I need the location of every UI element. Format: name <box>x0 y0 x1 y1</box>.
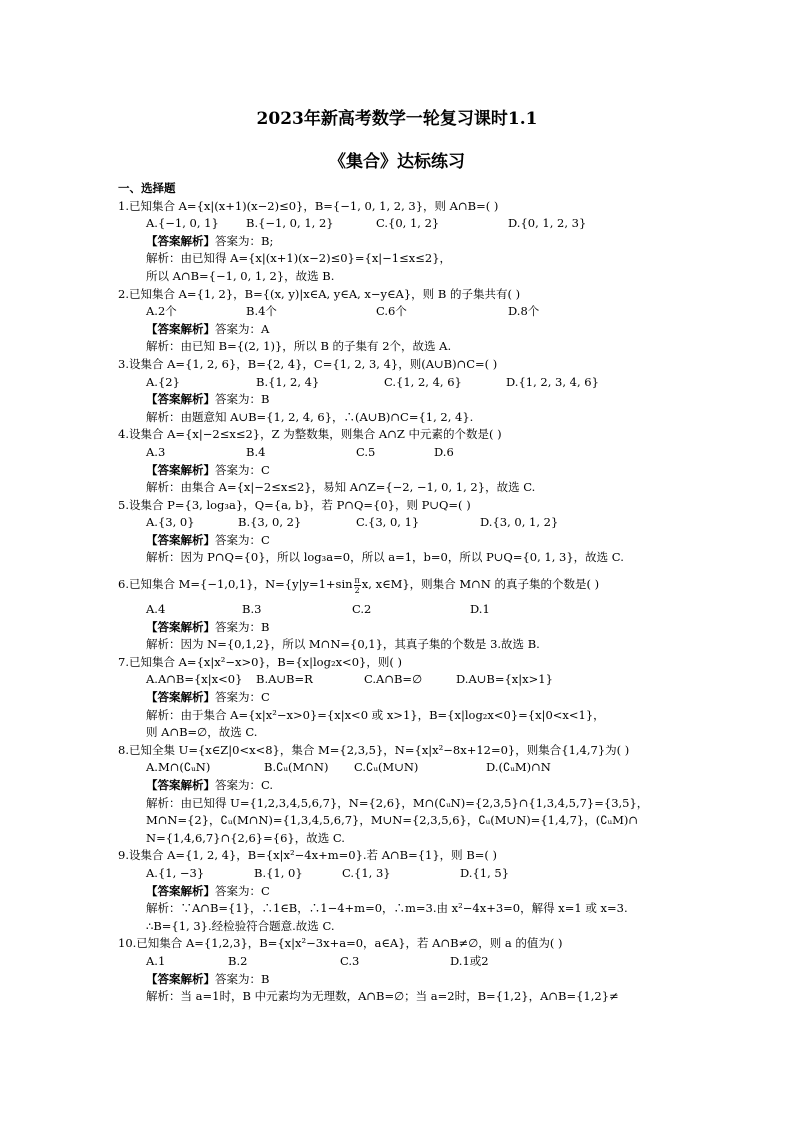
answer-tag: 【答案解析】 <box>146 971 215 986</box>
analysis-line: 解析：由于集合 A={x|x²−x>0}={x|x<0 或 x>1}，B={x|log₂x<0}={x|0<x<1}， <box>146 707 605 722</box>
option-d: D.{3, 0, 1, 2} <box>480 515 559 530</box>
answer-line <box>118 321 708 339</box>
question-stem-part: 6.已知集合 M={−1,0,1}，N={y|y=1+sin <box>118 577 353 592</box>
option-a: A.3 <box>146 444 166 459</box>
question-stem-part: x, x∈M}，则集合 M∩N 的真子集的个数是( ) <box>361 577 600 592</box>
answer-line <box>118 462 708 480</box>
answer-value: 答案为：C <box>215 883 270 898</box>
option-c: C.{0, 1, 2} <box>376 216 440 231</box>
answer-tag: 【答案解析】 <box>146 462 215 477</box>
option-d: D.{0, 1, 2, 3} <box>508 216 587 231</box>
analysis-line: 解析：当 a=1时，B 中元素均为无理数，A∩B=∅；当 a=2时，B={1,2}，A∩B={1,2}≠ <box>146 989 619 1004</box>
option-c: C.A∩B=∅ <box>364 672 423 687</box>
option-d: D.1 <box>470 602 490 617</box>
option-b: B.2 <box>228 953 248 968</box>
answer-tag: 【答案解析】 <box>146 321 215 336</box>
answer-line <box>118 233 708 251</box>
option-d: D.{1, 5} <box>460 865 510 880</box>
option-d: D.(∁ᵤM)∩N <box>486 760 551 775</box>
option-b: B.4个 <box>246 304 277 319</box>
analysis-line: 解析：由已知得 A={x|(x+1)(x−2)≤0}={x|−1≤x≤2}， <box>146 251 452 266</box>
option-a: A.M∩(∁ᵤN) <box>146 760 211 775</box>
option-b: B.A∪B=R <box>256 672 313 687</box>
fraction-denominator: 2 <box>354 585 360 595</box>
options-row <box>118 444 708 462</box>
option-b: B.{1, 0} <box>254 865 303 880</box>
answer-line <box>118 689 708 707</box>
analysis-line: 解析：因为 N={0,1,2}，所以 M∩N={0,1}，其真子集的个数是 3.故选 B. <box>146 637 540 652</box>
option-a: A.{1, −3} <box>146 865 205 880</box>
answer-line <box>118 532 708 550</box>
question-stem: 3.设集合 A={1, 2, 6}，B={2, 4}，C={1, 2, 3, 4}，则(A∪B)∩C=( ) <box>118 356 498 371</box>
option-a: A.1 <box>146 953 166 968</box>
option-a: A.{−1, 0, 1} <box>146 216 219 231</box>
option-c: C.6个 <box>376 304 407 319</box>
question-list <box>118 180 708 1006</box>
option-b: B.{3, 0, 2} <box>238 515 302 530</box>
answer-value: 答案为：C <box>215 690 270 705</box>
answer-value: 答案为：B <box>215 392 270 407</box>
answer-value: 答案为：C <box>215 462 270 477</box>
fraction-numerator: π <box>354 575 360 585</box>
doc-title: 2023年新高考数学一轮复习课时1.1 <box>256 109 538 129</box>
option-b: B.{−1, 0, 1, 2} <box>246 216 334 231</box>
option-c: C.5 <box>356 444 376 459</box>
answer-value: 答案为：C <box>215 532 270 547</box>
answer-tag: 【答案解析】 <box>146 532 215 547</box>
options-row <box>118 601 708 619</box>
option-d: D.8个 <box>508 304 540 319</box>
answer-line <box>118 883 708 901</box>
option-d: D.1或2 <box>450 953 489 968</box>
options-row <box>118 303 708 321</box>
options-row <box>118 865 708 883</box>
section-heading: 一、选择题 <box>118 181 176 195</box>
analysis-line: 解析：由已知 B={(2, 1)}，所以 B 的子集有 2个，故选 A. <box>146 339 452 354</box>
answer-tag: 【答案解析】 <box>146 233 215 248</box>
option-a: A.2个 <box>146 304 177 319</box>
option-c: C.2 <box>352 602 372 617</box>
option-d: D.A∪B={x|x>1} <box>456 672 553 687</box>
options-row <box>118 953 708 971</box>
answer-line <box>118 971 708 989</box>
question-stem: 5.设集合 P={3, log₃a}，Q={a, b}，若 P∩Q={0}，则 P∪Q=( ) <box>118 497 471 512</box>
options-row <box>118 215 708 233</box>
option-a: A.4 <box>146 602 166 617</box>
question-stem <box>118 567 708 601</box>
answer-tag: 【答案解析】 <box>146 619 215 634</box>
option-a: A.{2} <box>146 374 180 389</box>
analysis-line: 解析：∵A∩B={1}，∴1∈B，∴1−4+m=0，∴m=3.由 x²−4x+3=0，解得 x=1 或 x=3. <box>146 901 628 916</box>
option-b: B.4 <box>246 444 266 459</box>
answer-tag: 【答案解析】 <box>146 392 215 407</box>
options-row <box>118 759 708 777</box>
question-stem: 4.设集合 A={x|−2≤x≤2}，Z 为整数集，则集合 A∩Z 中元素的个数是( ) <box>118 427 502 442</box>
option-c: C.∁ᵤ(M∪N) <box>354 760 419 775</box>
analysis-line: 解析：因为 P∩Q={0}，所以 log₃a=0，所以 a=1，b=0，所以 P∪Q={0, 1, 3}，故选 C. <box>146 550 624 565</box>
question-stem: 1.已知集合 A={x|(x+1)(x−2)≤0}，B={−1, 0, 1, 2, 3}，则 A∩B=( ) <box>118 198 499 213</box>
question-stem: 9.设集合 A={1, 2, 4}，B={x|x²−4x+m=0}.若 A∩B={1}，则 B=( ) <box>118 848 498 863</box>
answer-line <box>118 777 708 795</box>
analysis-line: 解析：由集合 A={x|−2≤x≤2}，易知 A∩Z={−2, −1, 0, 1, 2}，故选 C. <box>146 480 536 495</box>
option-c: C.{3, 0, 1} <box>356 515 420 530</box>
doc-subtitle: 《集合》达标练习 <box>329 152 465 172</box>
answer-value: 答案为：B <box>215 971 270 986</box>
option-b: B.∁ᵤ(M∩N) <box>264 760 329 775</box>
option-a: A.{3, 0} <box>146 515 195 530</box>
question-stem: 10.已知集合 A={1,2,3}，B={x|x²−3x+a=0，a∈A}，若 A∩B≠∅，则 a 的值为( ) <box>118 936 563 951</box>
option-b: B.3 <box>242 602 262 617</box>
options-row <box>118 671 708 689</box>
answer-value: 答案为：C. <box>215 778 274 792</box>
answer-value: 答案为：B; <box>215 233 274 248</box>
option-c: C.{1, 2, 4, 6} <box>384 374 462 389</box>
question-stem: 8.已知全集 U={x∈Z|0<x<8}，集合 M={2,3,5}，N={x|x²−8x+12=0}，则集合{1,4,7}为( ) <box>118 742 630 757</box>
question-stem: 2.已知集合 A={1, 2}，B={(x, y)|x∈A, y∈A, x−y∈A}，则 B 的子集共有( ) <box>118 286 521 301</box>
option-a: A.A∩B={x|x<0} <box>146 672 243 687</box>
answer-value: 答案为：A <box>215 321 270 336</box>
fraction <box>354 576 361 595</box>
analysis-line: M∩N={2}，∁ᵤ(M∩N)={1,3,4,5,6,7}，M∪N={2,3,5,6}，∁ᵤ(M∪N)={1,4,7}，(∁ᵤM)∩ <box>146 813 639 828</box>
options-row <box>118 514 708 532</box>
question-stem: 7.已知集合 A={x|x²−x>0}，B={x|log₂x<0}，则( ) <box>118 654 402 669</box>
option-b: B.{1, 2, 4} <box>256 374 320 389</box>
option-c: C.3 <box>340 953 360 968</box>
options-row <box>118 374 708 392</box>
analysis-line: 解析：由题意知 A∪B={1, 2, 4, 6}，∴(A∪B)∩C={1, 2, 4}. <box>146 409 474 424</box>
analysis-line: 所以 A∩B={−1, 0, 1, 2}，故选 B. <box>146 268 335 283</box>
answer-tag: 【答案解析】 <box>146 690 215 705</box>
answer-line <box>118 391 708 409</box>
option-c: C.{1, 3} <box>342 865 391 880</box>
analysis-line: ∴B={1, 3}.经检验符合题意.故选 C. <box>146 918 335 933</box>
answer-line <box>118 619 708 637</box>
option-d: D.6 <box>434 444 454 459</box>
analysis-line: N={1,4,6,7}∩{2,6}={6}，故选 C. <box>146 830 345 845</box>
answer-tag: 【答案解析】 <box>146 778 215 792</box>
analysis-line: 解析：由已知得 U={1,2,3,4,5,6,7}，N={2,6}，M∩(∁ᵤN)={2,3,5}∩{1,3,4,5,7}={3,5}， <box>146 795 649 810</box>
answer-value: 答案为：B <box>215 619 270 634</box>
analysis-line: 则 A∩B=∅，故选 C. <box>146 725 258 740</box>
answer-tag: 【答案解析】 <box>146 883 215 898</box>
option-d: D.{1, 2, 3, 4, 6} <box>506 374 599 389</box>
